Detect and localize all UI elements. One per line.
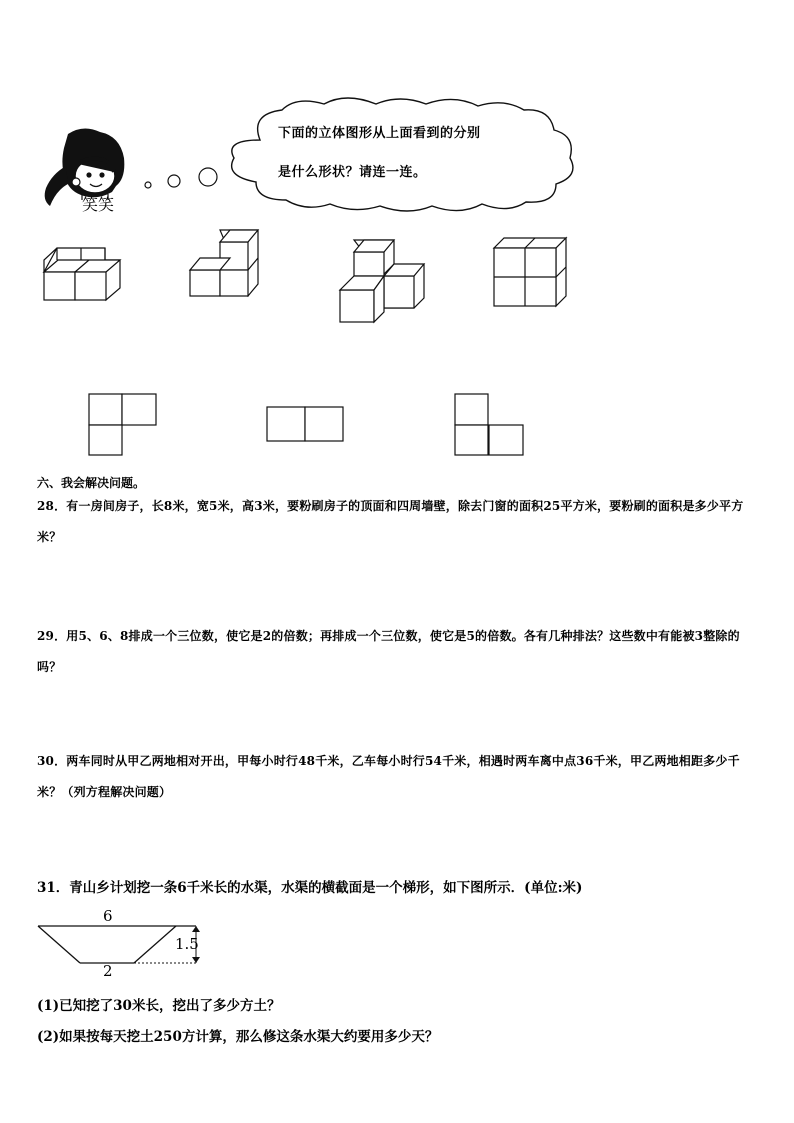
problem-31: 31．青山乡计划挖一条6千米长的水渠，水渠的横截面是一个梯形，如下图所示．(单位:米) (37, 880, 583, 896)
thought-dots (138, 163, 222, 193)
top-view-2 (266, 406, 346, 442)
problem-30: 30．两车同时从甲乙两地相对开出，甲每小时行48千米，乙车每小时行54千米，相遇时两车离中点36千米，甲乙两地相距多少千米？（列方程解决问题） (37, 754, 740, 799)
problem-28: 28．有一房间房子，长8米，宽5米，高3米，要粉刷房子的顶面和四周墙壁，除去门窗的面积25平方米，要粉刷的面积是多少平方米？ (37, 499, 744, 544)
solid-figure-3 (336, 236, 430, 326)
solid-figure-1 (40, 244, 130, 304)
bubble-text-line-1: 下面的立体图形从上面看到的分别 (278, 126, 481, 141)
trapezoid-top-label: 6 (103, 907, 113, 925)
solid-figure-2 (186, 226, 266, 302)
problem-31-question-2: (2)如果按每天挖土250方计算，那么修这条水渠大约要用多少天？ (37, 1029, 439, 1045)
trapezoid-height-label: 1.5 (175, 935, 199, 953)
bubble-text-line-2: 是什么形状？请连一连。 (278, 165, 427, 180)
problem-29: 29．用5、6、8排成一个三位数，使它是2的倍数；再排成一个三位数，使它是5的倍数。各有几种排法？这些数中有能被3整除的吗？ (37, 629, 740, 674)
problem-31-question-1: (1)已知挖了30米长，挖出了多少方土？ (37, 998, 281, 1014)
top-view-1 (88, 393, 158, 457)
thought-cloud (220, 96, 582, 216)
section-title: 六、我会解决问题。 (37, 476, 146, 490)
solid-figure-4 (490, 236, 570, 308)
trapezoid-bottom-label: 2 (103, 962, 113, 980)
top-view-3 (454, 393, 526, 457)
character-caption: 笑笑 (82, 195, 115, 214)
